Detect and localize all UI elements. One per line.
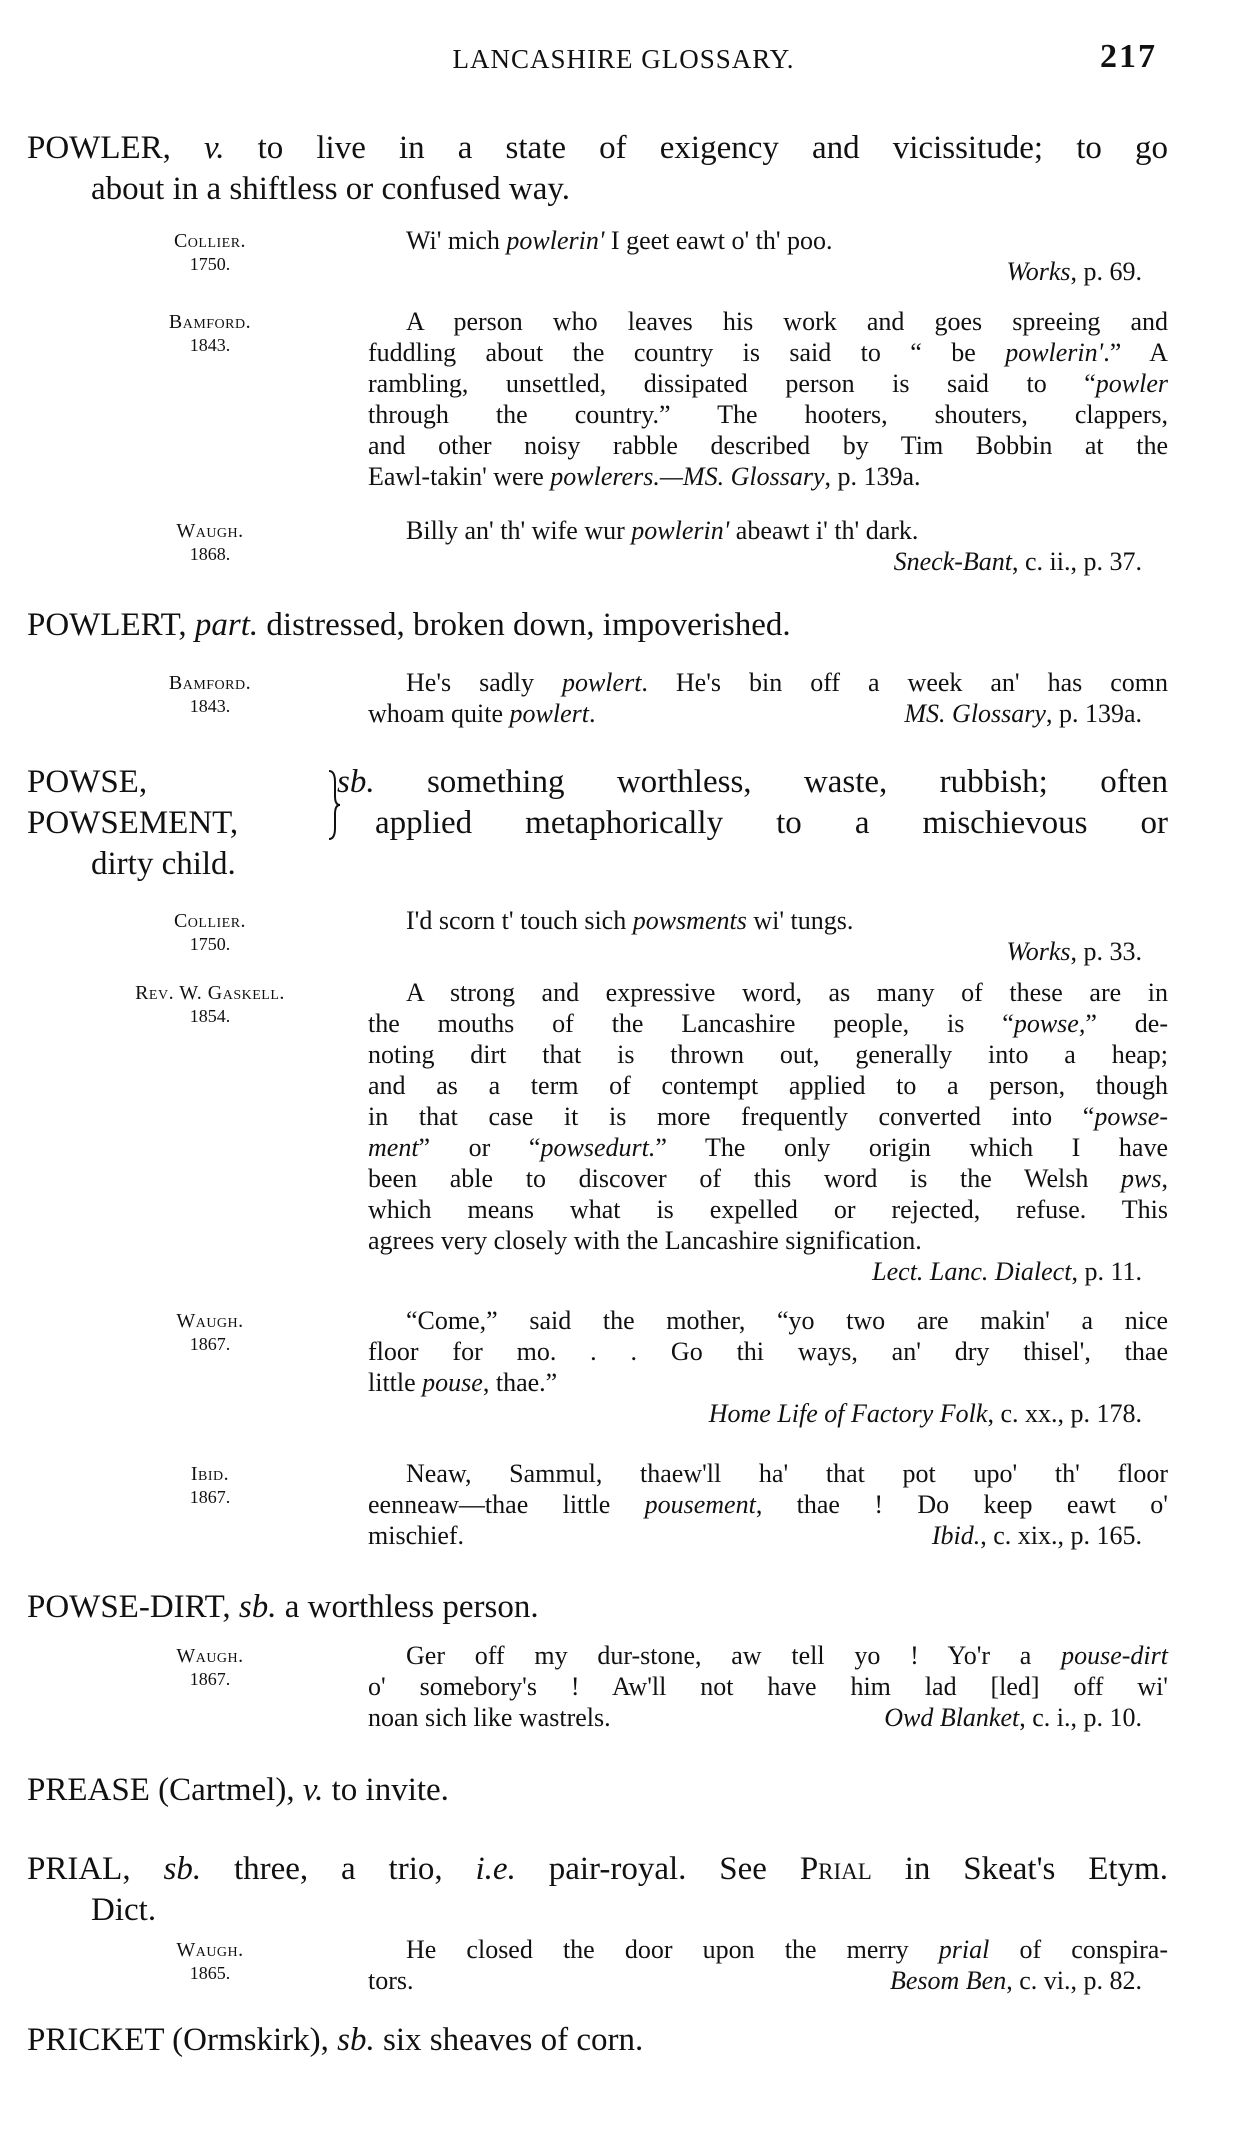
italic-run: v. [302,1772,324,1808]
text-run: little [368,1368,423,1397]
text-run: He closed the door upon the merry [406,1935,939,1964]
text-run: noan sich like wastrels. [368,1703,611,1732]
text-run: and as a term of contempt applied to a person, though [368,1071,1168,1100]
citation [0,977,1247,1287]
citation [0,1305,1247,1429]
quote-line [368,977,1168,1008]
citation-quote [368,905,1168,967]
text-run: , c. i., p. 10. [1019,1703,1142,1732]
source-reference [368,546,1168,577]
text-run: whoam quite [368,699,510,728]
text-run: to invite. [323,1772,449,1808]
text-run: , thae.” [482,1368,558,1397]
citation-quote [368,225,1168,287]
citation-author [100,1644,320,1690]
italic-run: powler [1095,369,1168,398]
text-run: which means what is expelled or rejected, refuse. This [368,1195,1168,1224]
citation [0,905,1247,967]
text-run: three, a trio, [201,1851,476,1887]
quote-line [368,1039,1168,1070]
text-run: six sheaves of corn. [374,2022,644,2058]
headword-line [27,2020,1168,2061]
text-run: “Come,” said the mother, “yo two are makin' a nice [406,1306,1168,1335]
citation-quote [368,1640,1168,1733]
text-run: , c. xx., p. 178. [987,1399,1142,1428]
italic-run: sb. [337,2022,375,2058]
italic-run: sb. [337,764,375,800]
author-name: Collier. [173,230,247,252]
citation-author [100,1938,320,1984]
headword-entry [0,128,1247,210]
text-run: in that case it is more frequently converted into “ [368,1102,1095,1131]
text-run: I geet eawt o' th' poo. [604,226,833,255]
citation-quote [368,977,1168,1287]
italic-run: i.e. [475,1851,516,1887]
text-run: Billy an' th' wife wur [406,516,632,545]
quote-line [368,905,1168,936]
text-run: distressed, broken down, impoverished. [258,607,791,643]
text-run: POWLER, [27,130,205,166]
text-run: POWSEMENT, [27,805,239,841]
headword-line [91,844,1168,885]
italic-run: powsments [632,906,747,935]
citation-year: 1750. [189,934,231,954]
source-reference [368,1398,1168,1429]
quote-line [368,667,1168,698]
citation-year: 1867. [189,1334,231,1354]
text-run: dirty child. [91,846,236,882]
citation [0,225,1247,287]
quote-line [368,1101,1168,1132]
text-run: , p. 33. [1070,937,1142,966]
italic-run: prial [938,1935,990,1964]
quote-line [368,337,1168,368]
italic-run: ment [368,1133,419,1162]
citation-year: 1843. [189,335,231,355]
citation-year: 1854. [189,1006,231,1026]
text-run: wi' tungs. [746,906,854,935]
text-run: been able to discover of this word is the Welsh [368,1164,1122,1193]
text-run: PRIAL, [27,1851,164,1887]
citation-year: 1843. [189,696,231,716]
text-run: through the country.” The hooters, shouters, clappers, [368,400,1168,429]
text-run: ” The only origin which I have [655,1133,1168,1162]
quote-line-with-source [368,698,1168,729]
quote-line [368,225,1168,256]
italic-run: powlerers.—MS. Glossary [550,462,825,491]
author-name: Collier. [173,910,247,932]
quote-line [368,1934,1168,1965]
headword-entry [0,762,1247,885]
text-run: PREASE (Cartmel), [27,1772,303,1808]
source-reference [932,1520,1142,1551]
headword-entry [0,1587,1247,1628]
italic-run: part. [194,607,259,643]
citation [0,667,1247,729]
text-run: , p. 139a. [824,462,921,491]
citation-author [100,310,320,356]
text-run: POWSE, [27,764,148,800]
headword-entry [0,1770,1247,1811]
text-run: I'd scorn t' touch sich [406,906,633,935]
citation [0,1640,1247,1733]
text-run: about in a shiftless or confused way. [91,171,570,207]
text-run: . He's bin off a week an' has comn [641,668,1168,697]
headword-line [27,605,1168,646]
italic-run: powlerin' [631,516,730,545]
italic-run: sb. [238,1589,277,1625]
citation [0,1458,1247,1551]
quote-line [368,1305,1168,1336]
quote-line [368,1070,1168,1101]
quote-text [368,1965,414,1996]
citation-year: 1867. [189,1487,231,1507]
source-reference [368,1256,1168,1287]
text-run: the mouths of the Lancashire people, is “ [368,1009,1014,1038]
italic-run: pouse-dirt [1061,1641,1168,1670]
text-run: abeawt i' th' dark. [729,516,919,545]
text-run: a worthless person. [276,1589,539,1625]
text-run: ” de- [1085,1009,1168,1038]
italic-run: Lect. Lanc. Dialect [872,1257,1072,1286]
text-run: Dict. [91,1892,157,1928]
quote-line [368,368,1168,399]
source-reference [904,698,1142,729]
citation-author [100,1462,320,1508]
quote-line [368,1194,1168,1225]
citation-year: 1867. [189,1669,231,1689]
citation-quote [368,1458,1168,1551]
quote-line [368,1640,1168,1671]
author-name: Waugh. [176,520,244,542]
headword [27,803,337,844]
quote-line [368,1336,1168,1367]
quote-line [368,1008,1168,1039]
text-run: fuddling about the country is said to “ be [368,338,1006,367]
quote-text [368,1702,611,1733]
text-run: .” A [1103,338,1168,367]
quote-text [368,1520,464,1551]
citation-author [100,909,320,955]
italic-run: powlert [509,699,589,728]
brace-icon [326,768,342,842]
text-run: o' somebory's ! Aw'll not have him lad [led] off wi' [368,1672,1168,1701]
text-run: , c. xix., p. 165. [980,1521,1142,1550]
text-run: to live in a state of exigency and vicissitude; to go [224,130,1168,166]
text-run: and other noisy rabble described by Tim Bobbin at the [368,431,1168,460]
italic-run: Owd Blanket [884,1703,1020,1732]
quote-line [368,399,1168,430]
quote-line [368,306,1168,337]
italic-run: powsedurt. [540,1133,656,1162]
quote-line-with-source [368,1965,1168,1996]
running-header-title: LANCASHIRE GLOSSARY. [452,44,795,74]
citation-year: 1868. [189,544,231,564]
text-run: agrees very closely with the Lancashire signification. [368,1226,922,1255]
italic-run: powse- [1094,1102,1168,1131]
text-run: tors. [368,1966,414,1995]
source-reference [368,936,1168,967]
italic-run: Besom Ben [889,1966,1007,1995]
text-run: , c. ii., p. 37. [1012,547,1142,576]
quote-line [368,1458,1168,1489]
text-run: . [588,699,596,728]
italic-run: Works [1006,937,1071,966]
source-reference [890,1965,1142,1996]
text-run: POWLERT, [27,607,195,643]
italic-run: Home Life of Factory Folk [708,1399,988,1428]
text-run: , c. vi., p. 82. [1006,1966,1142,1995]
headword-entry [0,1849,1247,1931]
text-run: Eawl-takin' were [368,462,551,491]
text-run: A strong and expressive word, as many of these are in [406,978,1168,1007]
citation-author [100,981,320,1027]
quote-line [368,1225,1168,1256]
citation-author [100,229,320,275]
author-name: Waugh. [176,1645,244,1667]
citation [0,515,1247,577]
author-name: Bamford. [168,311,252,333]
italic-run: powlerin' [506,226,605,255]
citation [0,1934,1247,1996]
text-run: Ger off my dur-stone, aw tell yo ! Yo'r a [406,1641,1062,1670]
text-run: floor for mo. . . Go thi ways, an' dry thisel', thae [368,1337,1168,1366]
quote-line-with-source [368,1702,1168,1733]
italic-run: pousement [644,1490,756,1519]
text-run: in Skeat's Etym. [871,1851,1168,1887]
quote-text [368,698,595,729]
page-number: 217 [1100,38,1157,75]
text-run: PRICKET (Ormskirk), [27,2022,338,2058]
text-run: of conspira- [989,1935,1168,1964]
text-run: noting dirt that is thrown out, generally into a heap; [368,1040,1168,1069]
headword-line [27,128,1168,169]
quote-line [368,1367,1168,1398]
author-name: Ibid. [190,1463,230,1485]
text-run: , p. 69. [1070,257,1142,286]
citation-quote [368,515,1168,577]
author-name: Bamford. [168,672,252,694]
citation-author [100,519,320,565]
quote-line [368,1163,1168,1194]
definition [337,762,1168,803]
quote-line [368,461,1168,492]
headword-line [27,762,1168,803]
author-name: Waugh. [176,1310,244,1332]
headword-line [27,1849,1168,1890]
text-run: He's sadly [406,668,562,697]
headword-line [27,1587,1168,1628]
citation-quote [368,667,1168,729]
citation-quote [368,306,1168,492]
text-run: eenneaw—thae little [368,1490,645,1519]
text-run: Neaw, Sammul, thaew'll ha' that pot upo' th' floor [406,1459,1168,1488]
text-run: pair-royal. See [515,1851,800,1887]
text-run: , [1161,1164,1168,1193]
text-run: something worthless, waste, rubbish; often [374,764,1168,800]
italic-run: pouse [422,1368,483,1397]
text-run: rambling, unsettled, dissipated person is said to “ [368,369,1096,398]
quote-line [368,1671,1168,1702]
citation-quote [368,1305,1168,1429]
italic-run: v. [204,130,225,166]
headword-entry [0,2020,1247,2061]
italic-run: powse, [1013,1009,1086,1038]
text-run: mischief. [368,1521,465,1550]
text-run: , p. 11. [1071,1257,1142,1286]
citation-author [100,1309,320,1355]
italic-run: MS. Glossary [904,699,1046,728]
quote-line [368,430,1168,461]
headword-line [91,1890,1168,1931]
text-run: , thae ! Do keep eawt o' [755,1490,1168,1519]
italic-run: Works [1006,257,1071,286]
citation-author [100,671,320,717]
italic-run: Sneck-Bant [893,547,1012,576]
italic-run: powlert [561,668,642,697]
quote-line [368,1489,1168,1520]
citation-year: 1865. [189,1963,231,1983]
text-run: Wi' mich [406,226,507,255]
quote-line-with-source [368,1520,1168,1551]
text-run: A person who leaves his work and goes spreeing and [406,307,1168,336]
headword [27,762,337,803]
headword-line [91,169,1168,210]
italic-run: Ibid. [931,1521,981,1550]
definition [337,803,1168,844]
headword-line [27,1770,1168,1811]
source-reference [884,1702,1142,1733]
citation-year: 1750. [189,254,231,274]
citation-quote [368,1934,1168,1996]
italic-run: pws [1121,1164,1162,1193]
author-name: Waugh. [176,1939,244,1961]
author-name: Rev. W. Gaskell. [135,982,285,1004]
headword-line [27,803,1168,844]
citation [0,306,1247,492]
small-caps-run: Prial [799,1851,872,1887]
italic-run: powlerin' [1005,338,1104,367]
italic-run: sb. [163,1851,202,1887]
source-reference [368,256,1168,287]
text-run: applied metaphorically to a mischievous or [375,805,1168,841]
headword-entry [0,605,1247,646]
quote-line [368,1132,1168,1163]
text-run: , p. 139a. [1045,699,1142,728]
quote-line [368,515,1168,546]
text-run: ” or “ [418,1133,541,1162]
text-run: POWSE-DIRT, [27,1589,239,1625]
